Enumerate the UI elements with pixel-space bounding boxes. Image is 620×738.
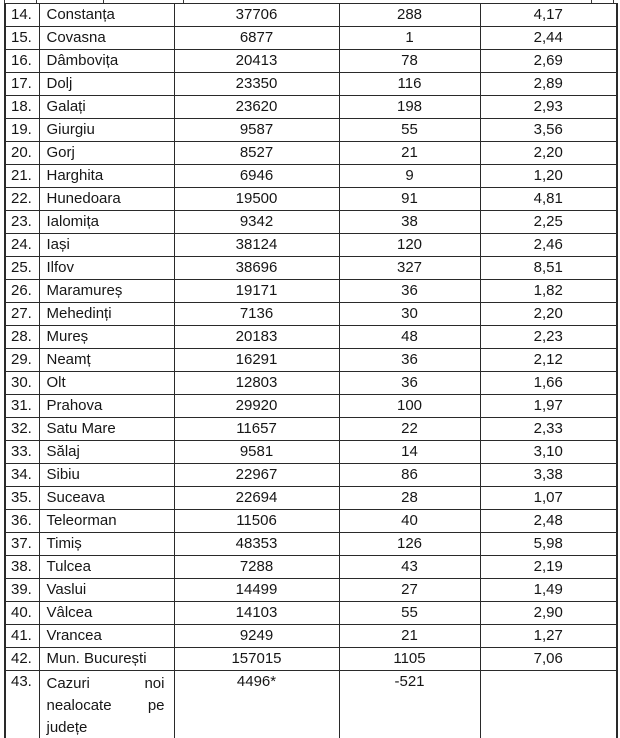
new-cases-cell: 100 (339, 395, 480, 418)
table-row (5, 119, 617, 142)
table-row (5, 372, 617, 395)
county-name-cell: Dâmbovița (39, 50, 174, 73)
new-cases-cell: 55 (339, 602, 480, 625)
new-cases-cell: 22 (339, 418, 480, 441)
row-number-cell: 21. (5, 165, 39, 188)
incidence-rate-cell: 1,07 (480, 487, 617, 510)
incidence-rate-cell: 4,81 (480, 188, 617, 211)
table-body (5, 4, 617, 738)
total-cases-cell: 22694 (174, 487, 339, 510)
incidence-rate-cell: 2,33 (480, 418, 617, 441)
county-cases-table (4, 3, 618, 738)
table-row (5, 27, 617, 50)
row-number-cell: 35. (5, 487, 39, 510)
total-cases-cell: 20183 (174, 326, 339, 349)
new-cases-cell: 1 (339, 27, 480, 50)
row-number-cell: 23. (5, 211, 39, 234)
table-row (5, 671, 617, 738)
word: noi (144, 675, 165, 692)
total-cases-cell: 20413 (174, 50, 339, 73)
new-cases-cell: 9 (339, 165, 480, 188)
row-number-cell: 25. (5, 257, 39, 280)
total-cases-cell: 8527 (174, 142, 339, 165)
word: județe (46, 719, 88, 736)
table-row (5, 510, 617, 533)
table-row (5, 556, 617, 579)
new-cases-cell: 1105 (339, 648, 480, 671)
row-number-cell: 26. (5, 280, 39, 303)
county-name-cell: Hunedoara (39, 188, 174, 211)
incidence-rate-cell: 2,19 (480, 556, 617, 579)
total-cases-cell: 14499 (174, 579, 339, 602)
word: Cazuri (46, 675, 90, 692)
word: pe (147, 697, 165, 714)
word: nealocate (46, 697, 112, 714)
county-name-cell: Teleorman (39, 510, 174, 533)
row-number-cell: 30. (5, 372, 39, 395)
total-cases-cell: 9587 (174, 119, 339, 142)
new-cases-cell: 21 (339, 625, 480, 648)
new-cases-cell: 40 (339, 510, 480, 533)
county-name-cell: Galați (39, 96, 174, 119)
table-row (5, 234, 617, 257)
row-number-cell: 14. (5, 4, 39, 27)
incidence-rate-cell (480, 671, 617, 738)
county-name-cell: Timiș (39, 533, 174, 556)
incidence-rate-cell: 2,23 (480, 326, 617, 349)
new-cases-cell: 36 (339, 372, 480, 395)
total-cases-cell: 9581 (174, 441, 339, 464)
total-cases-cell: 9342 (174, 211, 339, 234)
total-cases-cell: 11506 (174, 510, 339, 533)
county-name-cell: Iași (39, 234, 174, 257)
incidence-rate-cell: 7,06 (480, 648, 617, 671)
new-cases-cell: 43 (339, 556, 480, 579)
total-cases-cell: 7136 (174, 303, 339, 326)
incidence-rate-cell: 1,27 (480, 625, 617, 648)
row-number-cell: 36. (5, 510, 39, 533)
county-name-cell: Gorj (39, 142, 174, 165)
total-cases-cell: 22967 (174, 464, 339, 487)
row-number-cell: 16. (5, 50, 39, 73)
county-name-cell: Giurgiu (39, 119, 174, 142)
incidence-rate-cell: 2,93 (480, 96, 617, 119)
county-name-cell: Satu Mare (39, 418, 174, 441)
incidence-rate-cell: 4,17 (480, 4, 617, 27)
total-cases-cell: 6877 (174, 27, 339, 50)
incidence-rate-cell: 3,10 (480, 441, 617, 464)
new-cases-cell: 86 (339, 464, 480, 487)
new-cases-cell: 288 (339, 4, 480, 27)
table-row (5, 280, 617, 303)
row-number-cell: 32. (5, 418, 39, 441)
row-number-cell: 41. (5, 625, 39, 648)
table-row (5, 533, 617, 556)
new-cases-cell: 126 (339, 533, 480, 556)
total-cases-cell: 19500 (174, 188, 339, 211)
total-cases-cell: 14103 (174, 602, 339, 625)
new-cases-cell: 27 (339, 579, 480, 602)
table-row (5, 257, 617, 280)
row-number-cell: 17. (5, 73, 39, 96)
table-row (5, 648, 617, 671)
total-cases-cell: 4496* (174, 671, 339, 738)
incidence-rate-cell: 5,98 (480, 533, 617, 556)
new-cases-cell: 116 (339, 73, 480, 96)
total-cases-cell: 16291 (174, 349, 339, 372)
county-name-cell: Constanța (39, 4, 174, 27)
table-row (5, 165, 617, 188)
new-cases-cell: 14 (339, 441, 480, 464)
row-number-cell: 20. (5, 142, 39, 165)
row-number-cell: 19. (5, 119, 39, 142)
wrapped-text-line (47, 673, 174, 695)
county-name-cell: Suceava (39, 487, 174, 510)
row-number-cell: 18. (5, 96, 39, 119)
row-number-cell: 31. (5, 395, 39, 418)
county-name-cell: Sibiu (39, 464, 174, 487)
incidence-rate-cell: 1,97 (480, 395, 617, 418)
row-number-cell: 43. (5, 671, 39, 738)
incidence-rate-cell: 1,49 (480, 579, 617, 602)
incidence-rate-cell: 2,25 (480, 211, 617, 234)
county-name-cell: Maramureș (39, 280, 174, 303)
table-row (5, 418, 617, 441)
county-name-cell: Prahova (39, 395, 174, 418)
county-name-cell: Mehedinți (39, 303, 174, 326)
table-row (5, 602, 617, 625)
county-name-cell: Vrancea (39, 625, 174, 648)
total-cases-cell: 7288 (174, 556, 339, 579)
table-row (5, 188, 617, 211)
row-number-cell: 39. (5, 579, 39, 602)
incidence-rate-cell: 2,12 (480, 349, 617, 372)
new-cases-cell: 30 (339, 303, 480, 326)
incidence-rate-cell: 1,82 (480, 280, 617, 303)
table-row (5, 464, 617, 487)
table-row (5, 50, 617, 73)
incidence-rate-cell: 2,69 (480, 50, 617, 73)
new-cases-cell: 327 (339, 257, 480, 280)
new-cases-cell: 120 (339, 234, 480, 257)
county-name-cell: Ilfov (39, 257, 174, 280)
total-cases-cell: 157015 (174, 648, 339, 671)
row-number-cell: 29. (5, 349, 39, 372)
incidence-rate-cell: 2,20 (480, 303, 617, 326)
total-cases-cell: 23620 (174, 96, 339, 119)
row-number-cell: 15. (5, 27, 39, 50)
row-number-cell: 27. (5, 303, 39, 326)
new-cases-cell: 28 (339, 487, 480, 510)
row-number-cell: 42. (5, 648, 39, 671)
county-name-cell: Covasna (39, 27, 174, 50)
incidence-rate-cell: 1,20 (480, 165, 617, 188)
incidence-rate-cell: 2,48 (480, 510, 617, 533)
county-name-cell: Vâlcea (39, 602, 174, 625)
incidence-rate-cell: 8,51 (480, 257, 617, 280)
new-cases-cell: 38 (339, 211, 480, 234)
table-row (5, 142, 617, 165)
incidence-rate-cell: 3,56 (480, 119, 617, 142)
wrapped-text-line (47, 695, 174, 717)
new-cases-cell: -521 (339, 671, 480, 738)
row-number-cell: 38. (5, 556, 39, 579)
table-row (5, 487, 617, 510)
table-row (5, 73, 617, 96)
incidence-rate-cell: 2,20 (480, 142, 617, 165)
total-cases-cell: 11657 (174, 418, 339, 441)
total-cases-cell: 38696 (174, 257, 339, 280)
county-name-cell: Vaslui (39, 579, 174, 602)
new-cases-cell: 198 (339, 96, 480, 119)
new-cases-cell: 48 (339, 326, 480, 349)
incidence-rate-cell: 2,46 (480, 234, 617, 257)
table-row (5, 441, 617, 464)
new-cases-cell: 91 (339, 188, 480, 211)
total-cases-cell: 37706 (174, 4, 339, 27)
county-name-cell: Mun. București (39, 648, 174, 671)
incidence-rate-cell: 3,38 (480, 464, 617, 487)
table-row (5, 303, 617, 326)
total-cases-cell: 23350 (174, 73, 339, 96)
row-number-cell: 37. (5, 533, 39, 556)
county-name-cell: Harghita (39, 165, 174, 188)
total-cases-cell: 29920 (174, 395, 339, 418)
row-number-cell: 28. (5, 326, 39, 349)
row-number-cell: 40. (5, 602, 39, 625)
row-number-cell: 22. (5, 188, 39, 211)
incidence-rate-cell: 2,44 (480, 27, 617, 50)
county-name-cell: Mureș (39, 326, 174, 349)
county-name-cell: Ialomița (39, 211, 174, 234)
total-cases-cell: 6946 (174, 165, 339, 188)
new-cases-cell: 55 (339, 119, 480, 142)
county-name-cell: Neamț (39, 349, 174, 372)
new-cases-cell: 78 (339, 50, 480, 73)
new-cases-cell: 21 (339, 142, 480, 165)
table-row (5, 349, 617, 372)
county-name-cell: Olt (39, 372, 174, 395)
wrapped-text-line (47, 717, 174, 738)
county-name-cell: Tulcea (39, 556, 174, 579)
table-row (5, 395, 617, 418)
table-row (5, 625, 617, 648)
table-row (5, 4, 617, 27)
total-cases-cell: 19171 (174, 280, 339, 303)
table-row (5, 326, 617, 349)
table-row (5, 579, 617, 602)
row-number-cell: 34. (5, 464, 39, 487)
total-cases-cell: 9249 (174, 625, 339, 648)
county-name-cell: Sălaj (39, 441, 174, 464)
county-name-cell: Dolj (39, 73, 174, 96)
row-number-cell: 24. (5, 234, 39, 257)
new-cases-cell: 36 (339, 349, 480, 372)
table-row (5, 96, 617, 119)
total-cases-cell: 48353 (174, 533, 339, 556)
row-number-cell: 33. (5, 441, 39, 464)
incidence-rate-cell: 1,66 (480, 372, 617, 395)
incidence-rate-cell: 2,90 (480, 602, 617, 625)
incidence-rate-cell: 2,89 (480, 73, 617, 96)
table-row (5, 211, 617, 234)
total-cases-cell: 38124 (174, 234, 339, 257)
county-name-cell (39, 671, 174, 738)
new-cases-cell: 36 (339, 280, 480, 303)
total-cases-cell: 12803 (174, 372, 339, 395)
